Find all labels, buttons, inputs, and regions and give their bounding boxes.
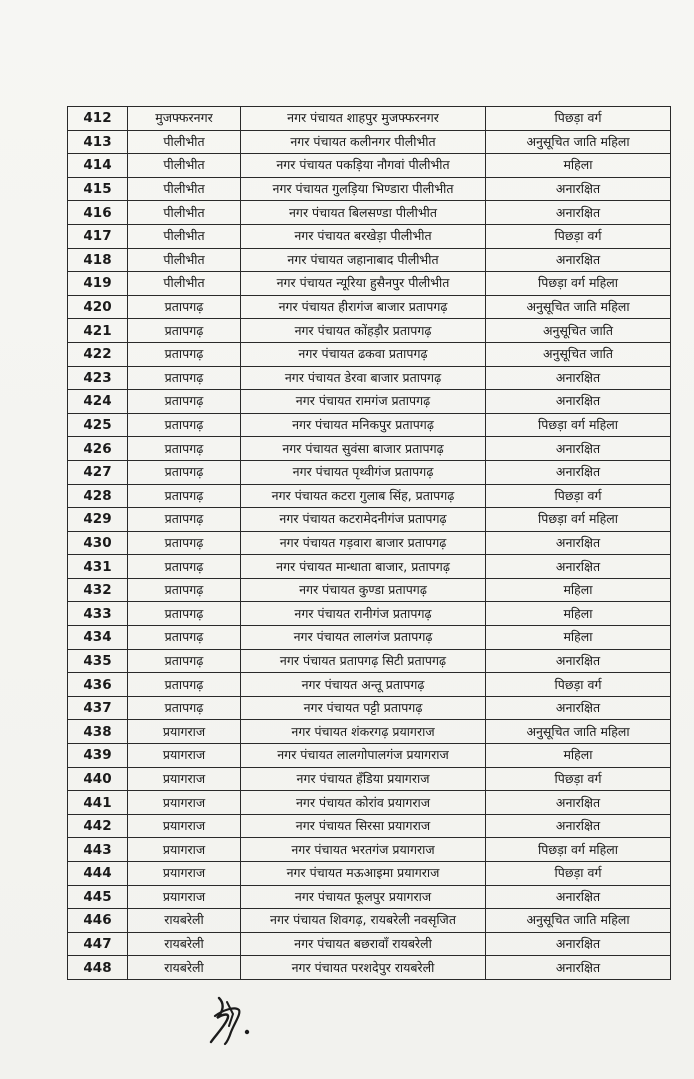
reservation-category-cell: अनारक्षित <box>486 791 671 815</box>
reservation-category-cell: पिछड़ा वर्ग <box>486 484 671 508</box>
table-row <box>68 602 671 626</box>
table-row <box>68 342 671 366</box>
serial-number-cell: 428 <box>68 484 128 508</box>
table-row <box>68 720 671 744</box>
district-cell: रायबरेली <box>128 909 241 933</box>
serial-number-cell: 422 <box>68 342 128 366</box>
table-row <box>68 460 671 484</box>
reservation-category-cell: अनारक्षित <box>486 177 671 201</box>
table-row <box>68 224 671 248</box>
nagar-panchayat-name-cell: नगर पंचायत शाहपुर मुजफ्फरनगर <box>241 107 486 131</box>
reservation-category-cell: अनारक्षित <box>486 814 671 838</box>
serial-number-cell: 433 <box>68 602 128 626</box>
reservation-category-cell: अनारक्षित <box>486 531 671 555</box>
district-cell: प्रतापगढ़ <box>128 390 241 414</box>
nagar-panchayat-name-cell: नगर पंचायत कोंहड़ौर प्रतापगढ़ <box>241 319 486 343</box>
serial-number-cell: 430 <box>68 531 128 555</box>
reservation-category-cell: पिछड़ा वर्ग महिला <box>486 838 671 862</box>
district-cell: प्रयागराज <box>128 885 241 909</box>
district-cell: पीलीभीत <box>128 248 241 272</box>
district-cell: प्रयागराज <box>128 767 241 791</box>
nagar-panchayat-name-cell: नगर पंचायत परशदेपुर रायबरेली <box>241 956 486 980</box>
reservation-category-cell: अनारक्षित <box>486 649 671 673</box>
table-row <box>68 531 671 555</box>
district-cell: प्रतापगढ़ <box>128 673 241 697</box>
serial-number-cell: 416 <box>68 201 128 225</box>
table-row <box>68 437 671 461</box>
nagar-panchayat-name-cell: नगर पंचायत रामगंज प्रतापगढ़ <box>241 390 486 414</box>
district-cell: प्रतापगढ़ <box>128 484 241 508</box>
table-row <box>68 484 671 508</box>
district-cell: पीलीभीत <box>128 130 241 154</box>
reservation-category-cell: पिछड़ा वर्ग महिला <box>486 272 671 296</box>
serial-number-cell: 446 <box>68 909 128 933</box>
serial-number-cell: 426 <box>68 437 128 461</box>
serial-number-cell: 431 <box>68 555 128 579</box>
table-row <box>68 555 671 579</box>
serial-number-cell: 443 <box>68 838 128 862</box>
reservation-category-cell: अनुसूचित जाति महिला <box>486 130 671 154</box>
serial-number-cell: 429 <box>68 508 128 532</box>
serial-number-cell: 448 <box>68 956 128 980</box>
reservation-category-cell: अनारक्षित <box>486 956 671 980</box>
reservation-category-cell: महिला <box>486 578 671 602</box>
nagar-panchayat-name-cell: नगर पंचायत पट्टी प्रतापगढ़ <box>241 696 486 720</box>
nagar-panchayat-name-cell: नगर पंचायत मऊआइमा प्रयागराज <box>241 862 486 886</box>
serial-number-cell: 420 <box>68 295 128 319</box>
table-row <box>68 862 671 886</box>
district-cell: पीलीभीत <box>128 154 241 178</box>
table-row <box>68 767 671 791</box>
serial-number-cell: 445 <box>68 885 128 909</box>
district-cell: प्रयागराज <box>128 791 241 815</box>
serial-number-cell: 440 <box>68 767 128 791</box>
table-row <box>68 814 671 838</box>
reservation-category-cell: अनुसूचित जाति <box>486 342 671 366</box>
serial-number-cell: 412 <box>68 107 128 131</box>
nagar-panchayat-name-cell: नगर पंचायत अन्तू प्रतापगढ़ <box>241 673 486 697</box>
nagar-panchayat-name-cell: नगर पंचायत ढकवा प्रतापगढ़ <box>241 342 486 366</box>
district-cell: पीलीभीत <box>128 272 241 296</box>
nagar-panchayat-name-cell: नगर पंचायत बिलसण्डा पीलीभीत <box>241 201 486 225</box>
table-row <box>68 107 671 131</box>
reservation-category-cell: अनारक्षित <box>486 885 671 909</box>
reservation-category-cell: अनारक्षित <box>486 201 671 225</box>
reservation-category-cell: पिछड़ा वर्ग <box>486 862 671 886</box>
table-row <box>68 649 671 673</box>
nagar-panchayat-name-cell: नगर पंचायत मनिकपुर प्रतापगढ़ <box>241 413 486 437</box>
reservation-category-cell: अनुसूचित जाति महिला <box>486 295 671 319</box>
district-cell: प्रतापगढ़ <box>128 319 241 343</box>
nagar-panchayat-name-cell: नगर पंचायत जहानाबाद पीलीभीत <box>241 248 486 272</box>
table-row <box>68 508 671 532</box>
nagar-panchayat-name-cell: नगर पंचायत फूलपुर प्रयागराज <box>241 885 486 909</box>
nagar-panchayat-name-cell: नगर पंचायत कुण्डा प्रतापगढ़ <box>241 578 486 602</box>
district-cell: प्रतापगढ़ <box>128 437 241 461</box>
table-row <box>68 838 671 862</box>
district-cell: प्रतापगढ़ <box>128 626 241 650</box>
reservation-category-cell: अनारक्षित <box>486 932 671 956</box>
reservation-category-cell: महिला <box>486 744 671 768</box>
table-row <box>68 696 671 720</box>
serial-number-cell: 423 <box>68 366 128 390</box>
nagar-panchayat-name-cell: नगर पंचायत शंकरगढ़ प्रयागराज <box>241 720 486 744</box>
nagar-panchayat-name-cell: नगर पंचायत लालगंज प्रतापगढ़ <box>241 626 486 650</box>
reservation-category-cell: अनारक्षित <box>486 555 671 579</box>
district-cell: पीलीभीत <box>128 201 241 225</box>
table-row <box>68 295 671 319</box>
serial-number-cell: 425 <box>68 413 128 437</box>
district-cell: प्रयागराज <box>128 862 241 886</box>
table-row <box>68 956 671 980</box>
serial-number-cell: 421 <box>68 319 128 343</box>
reservation-category-cell: महिला <box>486 154 671 178</box>
reservation-category-cell: पिछड़ा वर्ग <box>486 107 671 131</box>
reservation-category-cell: पिछड़ा वर्ग महिला <box>486 413 671 437</box>
table-body <box>68 107 671 980</box>
nagar-panchayat-name-cell: नगर पंचायत पकड़िया नौगवां पीलीभीत <box>241 154 486 178</box>
reservation-category-cell: अनारक्षित <box>486 696 671 720</box>
district-cell: प्रतापगढ़ <box>128 555 241 579</box>
district-cell: रायबरेली <box>128 956 241 980</box>
table-row <box>68 154 671 178</box>
reservation-category-cell: अनुसूचित जाति <box>486 319 671 343</box>
district-cell: प्रतापगढ़ <box>128 696 241 720</box>
reservation-category-cell: अनारक्षित <box>486 390 671 414</box>
nagar-panchayat-name-cell: नगर पंचायत हीरागंज बाजार प्रतापगढ़ <box>241 295 486 319</box>
district-cell: प्रतापगढ़ <box>128 531 241 555</box>
reservation-category-cell: पिछड़ा वर्ग <box>486 767 671 791</box>
nagar-panchayat-name-cell: नगर पंचायत बरखेड़ा पीलीभीत <box>241 224 486 248</box>
serial-number-cell: 437 <box>68 696 128 720</box>
nagar-panchayat-name-cell: नगर पंचायत कटरा गुलाब सिंह, प्रतापगढ़ <box>241 484 486 508</box>
nagar-panchayat-name-cell: नगर पंचायत सिरसा प्रयागराज <box>241 814 486 838</box>
nagar-panchayat-name-cell: नगर पंचायत रानीगंज प्रतापगढ़ <box>241 602 486 626</box>
table-row <box>68 272 671 296</box>
table-row <box>68 201 671 225</box>
table-row <box>68 413 671 437</box>
district-cell: मुजफ्फरनगर <box>128 107 241 131</box>
table-row <box>68 885 671 909</box>
table-row <box>68 626 671 650</box>
reservation-category-cell: अनारक्षित <box>486 366 671 390</box>
nagar-panchayat-name-cell: नगर पंचायत गुलड़िया भिण्डारा पीलीभीत <box>241 177 486 201</box>
district-cell: पीलीभीत <box>128 224 241 248</box>
reservation-category-cell: महिला <box>486 626 671 650</box>
table-row <box>68 130 671 154</box>
serial-number-cell: 442 <box>68 814 128 838</box>
table-row <box>68 366 671 390</box>
district-cell: प्रतापगढ़ <box>128 460 241 484</box>
district-cell: रायबरेली <box>128 932 241 956</box>
nagar-panchayat-name-cell: नगर पंचायत हँडिया प्रयागराज <box>241 767 486 791</box>
district-cell: पीलीभीत <box>128 177 241 201</box>
serial-number-cell: 419 <box>68 272 128 296</box>
serial-number-cell: 435 <box>68 649 128 673</box>
district-cell: प्रतापगढ़ <box>128 413 241 437</box>
district-cell: प्रतापगढ़ <box>128 602 241 626</box>
nagar-panchayat-name-cell: नगर पंचायत मान्धाता बाजार, प्रतापगढ़ <box>241 555 486 579</box>
district-cell: प्रयागराज <box>128 814 241 838</box>
serial-number-cell: 441 <box>68 791 128 815</box>
table-row <box>68 744 671 768</box>
reservation-category-cell: पिछड़ा वर्ग महिला <box>486 508 671 532</box>
table-row <box>68 319 671 343</box>
table-row <box>68 909 671 933</box>
reservation-category-cell: अनुसूचित जाति महिला <box>486 720 671 744</box>
district-cell: प्रतापगढ़ <box>128 578 241 602</box>
district-cell: प्रतापगढ़ <box>128 649 241 673</box>
table-row <box>68 932 671 956</box>
serial-number-cell: 417 <box>68 224 128 248</box>
reservation-category-cell: महिला <box>486 602 671 626</box>
nagar-panchayat-name-cell: नगर पंचायत प्रतापगढ़ सिटी प्रतापगढ़ <box>241 649 486 673</box>
nagar-panchayat-name-cell: नगर पंचायत कलीनगर पीलीभीत <box>241 130 486 154</box>
district-cell: प्रतापगढ़ <box>128 508 241 532</box>
nagar-panchayat-name-cell: नगर पंचायत न्यूरिया हुसैनपुर पीलीभीत <box>241 272 486 296</box>
serial-number-cell: 444 <box>68 862 128 886</box>
serial-number-cell: 432 <box>68 578 128 602</box>
reservation-table <box>67 106 671 980</box>
table-row <box>68 578 671 602</box>
serial-number-cell: 424 <box>68 390 128 414</box>
reservation-category-cell: अनारक्षित <box>486 248 671 272</box>
signature <box>205 992 257 1046</box>
district-cell: प्रयागराज <box>128 720 241 744</box>
table-row <box>68 177 671 201</box>
reservation-category-cell: अनारक्षित <box>486 437 671 461</box>
nagar-panchayat-name-cell: नगर पंचायत कोरांव प्रयागराज <box>241 791 486 815</box>
reservation-category-cell: पिछड़ा वर्ग <box>486 673 671 697</box>
district-cell: प्रतापगढ़ <box>128 366 241 390</box>
reservation-category-cell: अनुसूचित जाति महिला <box>486 909 671 933</box>
nagar-panchayat-name-cell: नगर पंचायत पृथ्वीगंज प्रतापगढ़ <box>241 460 486 484</box>
serial-number-cell: 413 <box>68 130 128 154</box>
nagar-panchayat-name-cell: नगर पंचायत भरतगंज प्रयागराज <box>241 838 486 862</box>
table-row <box>68 791 671 815</box>
district-cell: प्रतापगढ़ <box>128 342 241 366</box>
reservation-category-cell: पिछड़ा वर्ग <box>486 224 671 248</box>
district-cell: प्रतापगढ़ <box>128 295 241 319</box>
table-row <box>68 248 671 272</box>
serial-number-cell: 447 <box>68 932 128 956</box>
nagar-panchayat-name-cell: नगर पंचायत बछरावाँ रायबरेली <box>241 932 486 956</box>
nagar-panchayat-name-cell: नगर पंचायत शिवगढ़, रायबरेली नवसृजित <box>241 909 486 933</box>
nagar-panchayat-name-cell: नगर पंचायत डेरवा बाजार प्रतापगढ़ <box>241 366 486 390</box>
nagar-panchayat-name-cell: नगर पंचायत सुवंसा बाजार प्रतापगढ़ <box>241 437 486 461</box>
nagar-panchayat-name-cell: नगर पंचायत कटरामेदनीगंज प्रतापगढ़ <box>241 508 486 532</box>
district-cell: प्रयागराज <box>128 838 241 862</box>
serial-number-cell: 415 <box>68 177 128 201</box>
table-row <box>68 673 671 697</box>
serial-number-cell: 414 <box>68 154 128 178</box>
table-row <box>68 390 671 414</box>
serial-number-cell: 436 <box>68 673 128 697</box>
serial-number-cell: 427 <box>68 460 128 484</box>
nagar-panchayat-name-cell: नगर पंचायत लालगोपालगंज प्रयागराज <box>241 744 486 768</box>
serial-number-cell: 418 <box>68 248 128 272</box>
serial-number-cell: 434 <box>68 626 128 650</box>
district-cell: प्रयागराज <box>128 744 241 768</box>
reservation-category-cell: अनारक्षित <box>486 460 671 484</box>
nagar-panchayat-name-cell: नगर पंचायत गड़वारा बाजार प्रतापगढ़ <box>241 531 486 555</box>
serial-number-cell: 439 <box>68 744 128 768</box>
serial-number-cell: 438 <box>68 720 128 744</box>
